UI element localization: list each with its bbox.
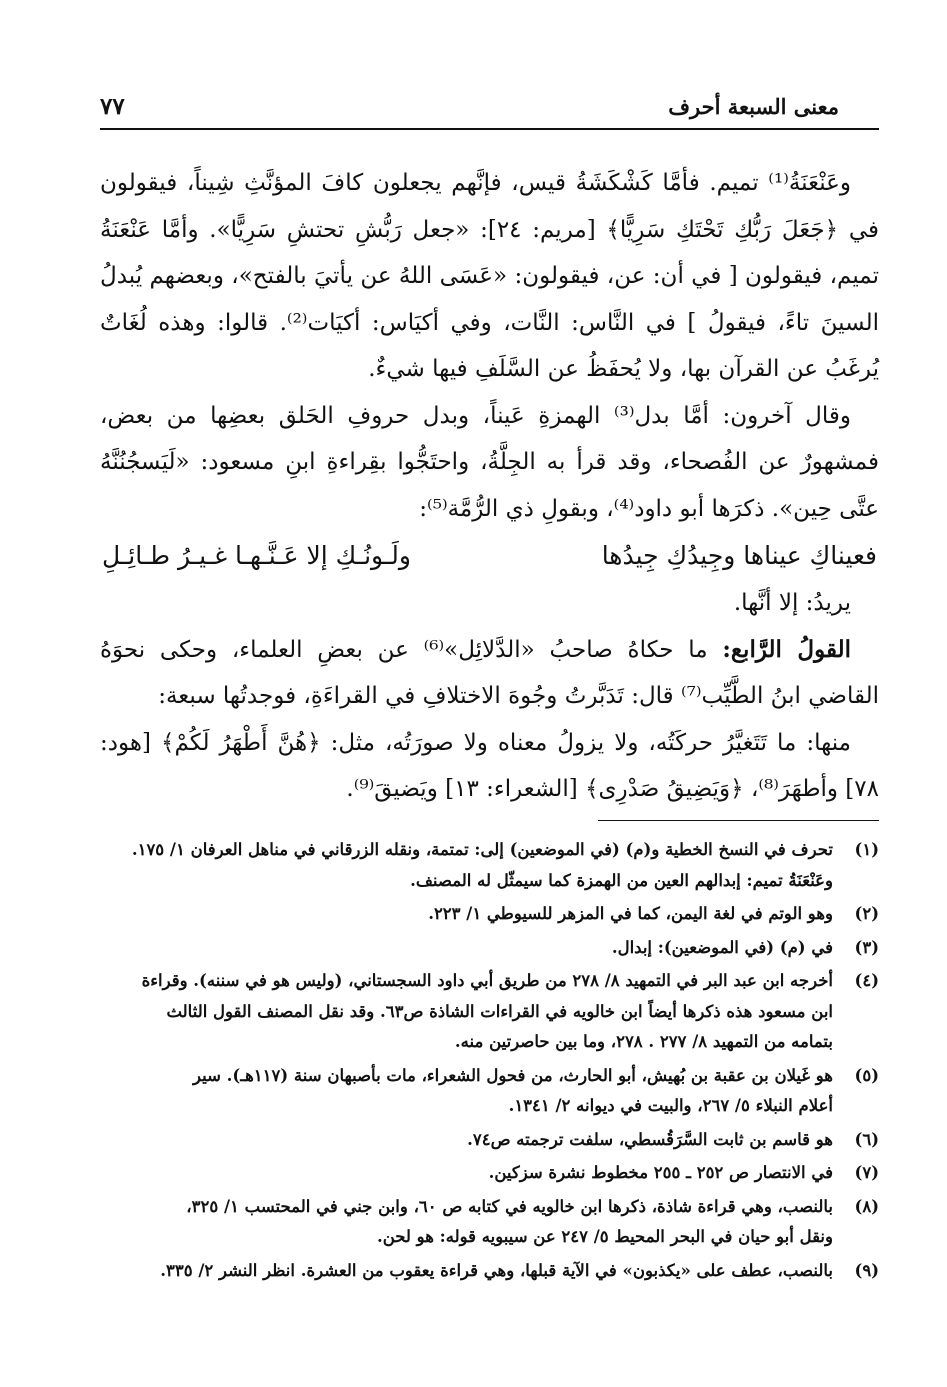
footnote-line: أعلام النبلاء ٥/ ٢٦٧، والبيت في ديوانه ٢/ ١٣٤١. xyxy=(508,1096,833,1115)
footnote-text xyxy=(100,1256,833,1287)
paragraph-4 xyxy=(100,627,879,720)
footnote-text xyxy=(100,1192,833,1253)
footnote-line: هو غَيلان بن عقبة بن بُهيش، أبو الحارث، من فحول الشعراء، مات بأصبهان سنة (١١٧هـ). سير xyxy=(193,1065,833,1085)
verse-first-hemistich: فعيناكِ عيناها وجِيدُكِ جِيدُها xyxy=(601,541,877,570)
footnote xyxy=(100,899,879,930)
running-title: معنى السبعة أحرف xyxy=(668,94,839,119)
footnote-line: وهو الوتم في لغة اليمن، كما في المزهر للسيوطي ١/ ٢٢٣. xyxy=(428,904,833,923)
main-text xyxy=(100,160,879,813)
paragraph-1: وعَنْعَنَةُ⁽¹⁾ تميم. فأمَّا كَشْكَشَةُ قيس، فإنَّهم يجعلون كافَ المؤنَّثِ شِيناً، فيقولون في ﴿جَعَلَ رَبُّكِ تَحْتَكِ سَرِيًّا﴾ [مريم: ٢٤]: «جعل رَبُّشِ تحتشِ سَرِيًّا». وأمَّا عَنْعَنَةُ تميم، فيقولون [ في أن: عن، فيقولون: «عَسَى اللهُ عن يأتيَ بالفتح»، وبعضهم يُبدلُ السينَ تاءً، فيقولُ ] في النَّاس: النَّات، وفي أكيَاس: أكيَات⁽²⁾. قالوا: وهذه لُغَاتٌ يُرغَبُ عن القرآن بها، ولا يُحفَظُ عن السَّلَفِ فيها شيءٌ. xyxy=(100,170,880,382)
header-rule xyxy=(100,128,879,130)
footnote-number: (٧) xyxy=(854,1163,879,1182)
verse-second-hemistich: ولَـونُـكِ إلا عَـنَّـهـا غـيـرُ طـائِـلِ xyxy=(102,541,411,570)
footnote xyxy=(100,1125,879,1156)
footnote-number: (٢) xyxy=(854,904,879,923)
section-heading: القولُ الرَّابع: xyxy=(722,635,852,663)
footnote-number: (٩) xyxy=(854,1260,879,1280)
footnote-text xyxy=(100,835,833,896)
footnote-line: أخرجه ابن عبد البر في التمهيد ٨/ ٢٧٨ من طريق أبي داود السجستاني، (وليس هو في سننه). وقراءة xyxy=(141,971,833,990)
footnote-line: في (م) (في الموضعين): إبدال. xyxy=(611,937,833,957)
footnote xyxy=(100,1256,879,1287)
footnote-text xyxy=(100,933,833,964)
footnote-number: (١) xyxy=(854,840,879,859)
footnote-line: تحرف في النسخ الخطية و(م) (في الموضعين) إلى: تمتمة، ونقله الزرقاني في مناهل العرفان ١/ ١٧٥. xyxy=(131,840,833,859)
footnote-number: (٣) xyxy=(854,937,879,957)
footnote xyxy=(100,933,879,964)
page-number: ٧٧ xyxy=(100,93,125,120)
footnote-separator xyxy=(598,820,879,821)
footnote-line: هو قاسم بن ثابت السَّرَقُسطي، سلفت ترجمته ص٧٤. xyxy=(467,1129,833,1149)
paragraph-2: وقال آخرون: أمَّا بدل⁽³⁾ الهمزةِ عَيناً، وبدل حروفِ الحَلق بعضِها من بعض، فمشهورٌ عن الفُصحاء، وقد قرأ به الجِلَّةُ، واحتَجُّوا بقِراءةِ ابنِ مسعود: «لَيَسجُنُنَّهُ عتَّى حِين». ذكرَها أبو داود⁽⁴⁾، وبقولِ ذي الرُّمَّة⁽⁵⁾: xyxy=(100,402,879,522)
footnote-line: بالنصب، عطف على «يكذبون» في الآية قبلها، وهي قراءة يعقوب من العشرة. انظر النشر ٢/ ٣٣٥. xyxy=(160,1260,833,1280)
footnote xyxy=(100,966,879,1058)
footnote-number: (٤) xyxy=(854,971,879,990)
page-header xyxy=(100,92,839,132)
footnote xyxy=(100,1192,879,1253)
footnote-text xyxy=(100,899,833,930)
footnotes xyxy=(100,835,879,1289)
footnote-line: وعَنْعَنَةُ تميم: إبدالهم العين من الهمزة كما سيمثّل له المصنف. xyxy=(410,870,833,890)
footnote xyxy=(100,1158,879,1189)
footnote-number: (٥) xyxy=(854,1065,879,1085)
footnote xyxy=(100,835,879,896)
footnote-text xyxy=(100,966,833,1058)
footnote-line: بتمامه من التمهيد ٨/ ٢٧٧ . ٢٧٨، وما بين حاصرتين منه. xyxy=(454,1032,833,1051)
footnote-text xyxy=(100,1061,833,1122)
footnote-line: في الانتصار ص ٢٥٢ ـ ٢٥٥ مخطوط نشرة سزكين. xyxy=(488,1163,833,1182)
paragraph-5: منها: ما تَتَغيَّرُ حركَتُه، ولا يزولُ معناه ولا صورَتُه، مثل: ﴿هُنَّ أَطْهَرُ لَكُمْ﴾ [هود: ٧٨] وأطهَرَ⁽⁸⁾، ﴿وَيَضِيقُ صَدْرِى﴾ [الشعراء: ١٣] ويَضيقَ⁽⁹⁾. xyxy=(100,729,879,802)
footnote-number: (٨) xyxy=(854,1196,879,1216)
footnote-line: ونقل أبو حيان في البحر المحيط ٥/ ٢٤٧ عن سيبويه قوله: هو لحن. xyxy=(376,1227,833,1246)
footnote xyxy=(100,1061,879,1122)
footnote-number: (٦) xyxy=(854,1129,879,1149)
paragraph-3: يريدُ: إلا أنَّها. xyxy=(733,590,851,616)
footnote-text xyxy=(100,1158,833,1189)
footnote-line: ابن مسعود هذه ذكرها أيضاً ابن خالويه في القراءات الشاذة ص٦٣. وقد نقل المصنف القول الثالث xyxy=(166,1001,833,1021)
footnote-line: بالنصب، وهي قراءة شاذة، ذكرها ابن خالويه في كتابه ص ٦٠، وابن جني في المحتسب ١/ ٣٢٥، xyxy=(186,1196,833,1216)
footnote-text xyxy=(100,1125,833,1156)
paragraph-4-text: ما حكاهُ صاحبُ «الدَّلائِل»⁽⁶⁾ عن بعضِ العلماء، وحكى نحوَهُ القاضي ابنُ الطَّيِّب⁽⁷⁾ قال: تَدَبَّرتُ وجُوهَ الاختلافِ في القراءَةِ، فوجدتُها سبعة: xyxy=(100,636,879,709)
poetry-verse xyxy=(100,532,879,580)
